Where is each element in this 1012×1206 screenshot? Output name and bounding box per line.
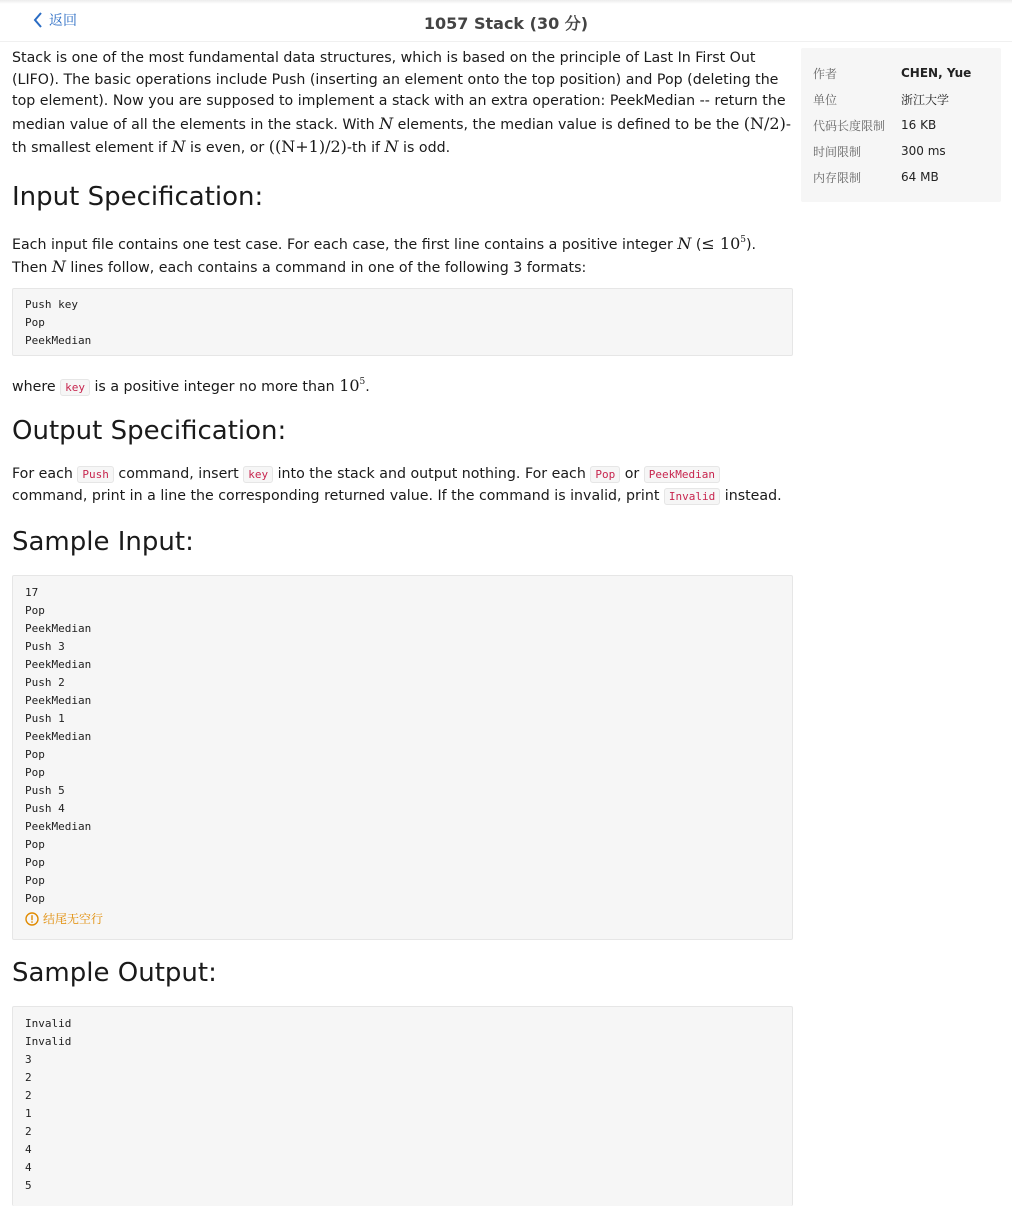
sample-input-heading: Sample Input:	[12, 527, 194, 557]
code-line: 5	[25, 1179, 32, 1192]
code-line: 2	[25, 1071, 32, 1084]
code-line: Invalid	[25, 1017, 72, 1030]
code-line: 1	[25, 1107, 32, 1120]
format-line: Pop	[25, 315, 45, 329]
code-line: PeekMedian	[25, 622, 92, 635]
format-code-block	[12, 288, 793, 356]
sample-output-block	[12, 1006, 793, 1206]
top-shadow	[0, 0, 1012, 4]
sample-output-heading: Sample Output:	[12, 958, 217, 988]
code-line: PeekMedian	[25, 730, 92, 743]
format-line: PeekMedian	[25, 333, 92, 347]
code-line: 2	[25, 1089, 32, 1102]
code-line: Push 2	[25, 676, 65, 689]
code-line: Push 1	[25, 712, 65, 725]
top-bar	[0, 0, 1012, 42]
sample-input-block	[12, 575, 793, 940]
code-line: PeekMedian	[25, 694, 92, 707]
problem-intro: Stack is one of the most fundamental data structures, which is based on the principle of Last In First Out (LIFO). The basic operations include Push (inserting an element onto the top position) and Pop (deleting the top element). Now you are supposed to implement a stack with an extra operation: PeekMedian -- return the median value of all the elements in the stack. With N elements, the median value is defined to be the (N/2)-th smallest element if N is even, or ((N+1)/2)-th if N is odd.	[12, 50, 791, 156]
warning-icon	[25, 912, 39, 926]
format-line: Push key	[25, 297, 78, 311]
code-line: Push 3	[25, 640, 65, 653]
code-line: Push 4	[25, 802, 65, 815]
code-line: 17	[25, 586, 39, 599]
code-line: Pop	[25, 892, 45, 905]
problem-body	[12, 48, 793, 1206]
input-spec-text: Each input file contains one test case. For each case, the first line contains a positive integer N (≤ $10^5$). Then N lines follow, each contains a command in one of the following 3 formats:	[12, 233, 757, 276]
problem-info-panel	[801, 48, 1001, 202]
input-spec-heading: Input Specification:	[12, 181, 264, 212]
code-line: Pop	[25, 604, 45, 617]
code-line: 4	[25, 1161, 32, 1174]
output-spec-heading: Output Specification:	[12, 416, 287, 446]
back-label[interactable]: 返回	[49, 13, 77, 29]
code-line: 4	[25, 1143, 32, 1156]
where-text: where key is a positive integer no more than $10^5$.	[12, 375, 370, 395]
code-line: Pop	[25, 748, 45, 761]
code-line: Pop	[25, 838, 45, 851]
info-row-code-limit: 代码长度限制 16 KB	[813, 118, 937, 133]
info-row-time-limit: 时间限制 300 ms	[813, 144, 946, 159]
trailing-note: 结尾无空行	[25, 910, 780, 927]
page-title: 1057 Stack (30 分)	[423, 14, 589, 33]
code-line: Push 5	[25, 784, 65, 797]
info-row-author: 作者 CHEN, Yue	[813, 66, 972, 81]
code-line: Pop	[25, 874, 45, 887]
info-row-memory-limit: 内存限制 64 MB	[813, 170, 939, 185]
inline-code-key: key	[60, 379, 90, 396]
code-line: Pop	[25, 856, 45, 869]
code-line: 3	[25, 1053, 32, 1066]
output-spec-text: For each Push command, insert key into the stack and output nothing. For each Pop or PeekMedian command, print in a line the corresponding returned value. If the command is invalid, print Invalid instead.	[12, 466, 782, 504]
info-row-org: 单位 浙江大学	[813, 92, 950, 107]
code-line: Invalid	[25, 1035, 72, 1048]
code-line: 2	[25, 1125, 32, 1138]
code-line: PeekMedian	[25, 820, 92, 833]
code-line: PeekMedian	[25, 658, 92, 671]
code-line: Pop	[25, 766, 45, 779]
